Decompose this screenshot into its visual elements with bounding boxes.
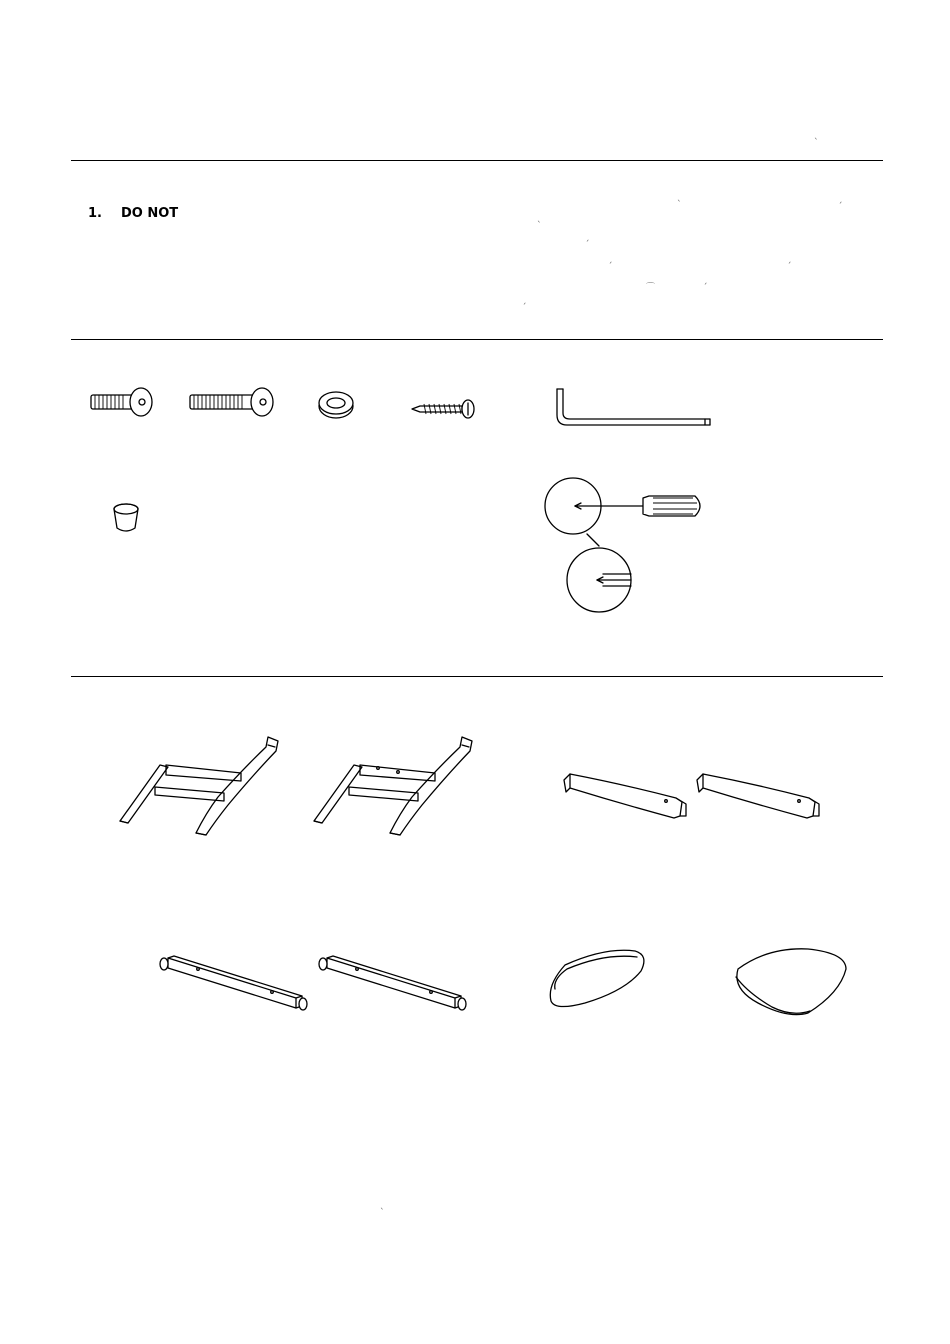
floor-glide-icon: [108, 498, 144, 538]
note-number: 1.: [88, 206, 102, 221]
stray-mark: ´: [703, 283, 708, 293]
seat-cushion: [728, 945, 853, 1020]
curved-side-rail-2: [695, 770, 825, 830]
section-divider: [71, 160, 883, 161]
stray-mark: ´: [522, 303, 527, 313]
straight-stretcher-1: [158, 952, 313, 1018]
straight-stretcher-2: [317, 952, 472, 1018]
stray-mark: ´: [608, 262, 613, 272]
wood-screw-icon: [408, 396, 478, 422]
stray-mark: `: [537, 221, 542, 231]
lock-washer-icon: [312, 390, 360, 420]
section-divider: [71, 339, 883, 340]
chair-back-frame-right: [312, 735, 482, 845]
stray-mark: ´: [838, 202, 843, 212]
note-text: DO NOT: [121, 206, 179, 221]
stray-mark: ´: [585, 240, 590, 250]
allen-key-icon: [552, 385, 722, 435]
chair-back-frame-left: [118, 735, 288, 845]
curved-side-rail-1: [562, 770, 692, 830]
stray-mark: `: [677, 200, 682, 210]
stray-mark: ⌒: [646, 283, 656, 293]
section-divider: [71, 676, 883, 677]
stray-mark: `: [814, 138, 819, 148]
screwdriver-icon: [545, 470, 715, 620]
backrest-panel: [545, 945, 650, 1015]
short-bolt-icon: [88, 386, 158, 420]
stray-mark: ´: [787, 262, 792, 272]
long-bolt-icon: [187, 386, 287, 420]
stray-mark: `: [380, 1208, 385, 1218]
